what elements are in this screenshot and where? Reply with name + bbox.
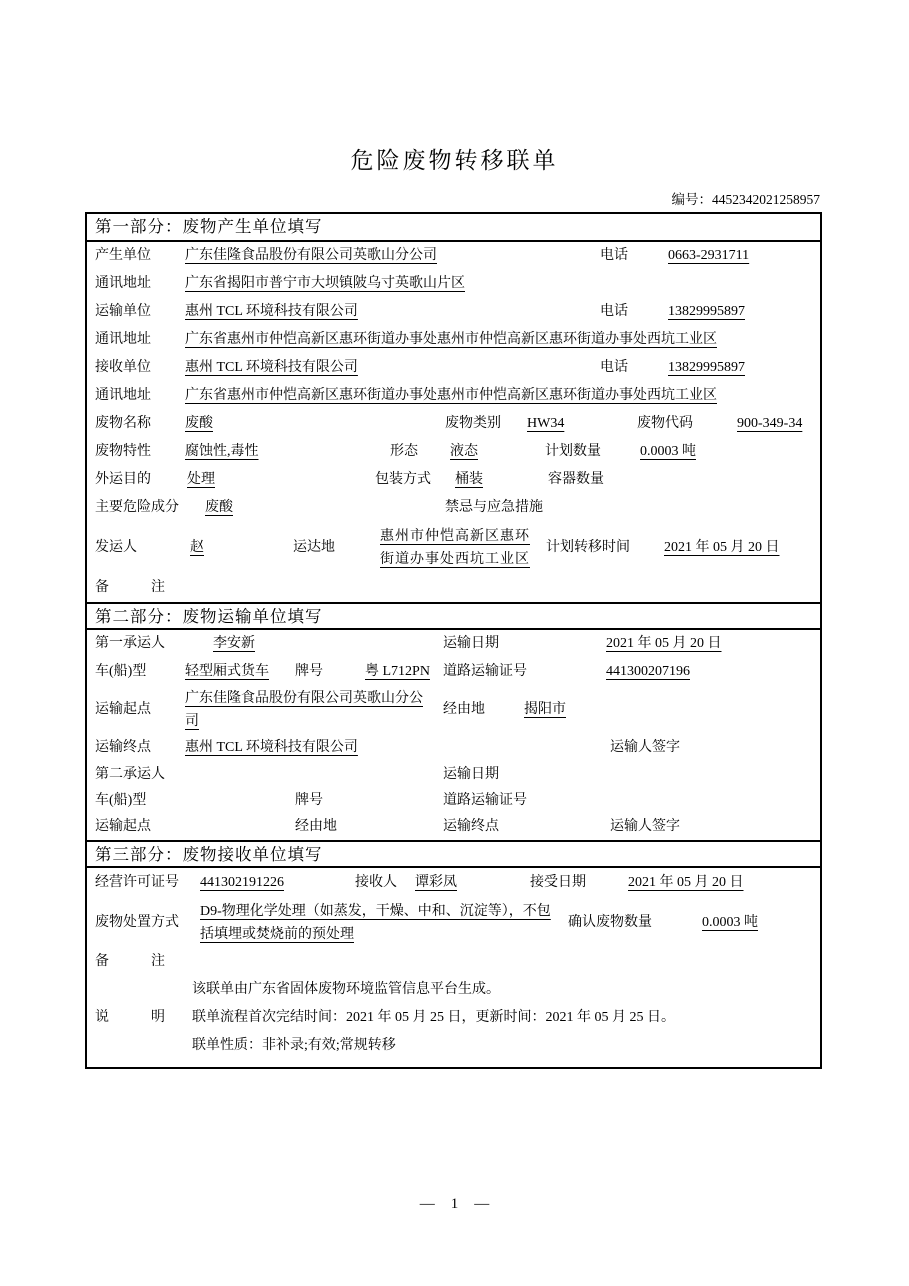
row-hazard (87, 494, 820, 522)
license-value: 441302191226 (200, 875, 284, 890)
via-label: 经由地 (443, 702, 485, 717)
address-label: 通讯地址 (95, 388, 151, 403)
producer-phone-value: 0663-2931711 (668, 248, 750, 263)
s3-remark-label: 备 注 (95, 954, 165, 969)
row-origin1 (87, 686, 820, 734)
row-shipper (87, 522, 820, 574)
carrier2-label: 第二承运人 (95, 767, 165, 782)
packaging-label: 包装方式 (375, 472, 431, 487)
shipper-label: 发运人 (95, 540, 137, 555)
carrier1-label: 第一承运人 (95, 636, 165, 651)
permit-label: 道路运输证号 (443, 793, 527, 808)
receiver-address-value: 广东省惠州市仲恺高新区惠环街道办事处惠州市仲恺高新区惠环街道办事处西坑工业区 (185, 388, 717, 403)
waste-code-label: 废物代码 (637, 416, 693, 431)
hazard-value: 废酸 (205, 500, 233, 515)
row-producer-address (87, 270, 820, 298)
waste-category-label: 废物类别 (445, 416, 501, 431)
producer-label: 产生单位 (95, 248, 151, 263)
row-carrier1 (87, 630, 820, 658)
transporter-phone-value: 13829995897 (668, 304, 745, 319)
row-waste-property (87, 438, 820, 466)
emergency-label: 禁忌与应急措施 (445, 500, 543, 515)
producer-address-value: 广东省揭阳市普宁市大坝镇陂乌寸英歌山片区 (185, 276, 465, 291)
dest-value: 惠州市仲恺高新区惠环街道办事处西坑工业区 (380, 529, 530, 567)
waste-category-value: HW34 (527, 416, 565, 431)
planned-qty-value: 0.0003 吨 (640, 444, 696, 459)
row-transporter (87, 298, 820, 326)
producer-value: 广东佳隆食品股份有限公司英歌山分公司 (185, 248, 437, 263)
note-line-2: 联单流程首次完结时间：2021 年 05 月 25 日，更新时间：2021 年 05 月 25 日。 (192, 1010, 675, 1025)
end-value: 惠州 TCL 环境科技有限公司 (185, 740, 358, 755)
confirm-qty-label: 确认废物数量 (568, 915, 652, 930)
page-footer (0, 1196, 909, 1213)
note-label: 说 明 (95, 1010, 165, 1025)
waste-property-value: 腐蚀性,毒性 (185, 444, 259, 459)
transporter-value: 惠州 TCL 环境科技有限公司 (185, 304, 358, 319)
disposal-value: D9-物理化学处理（如蒸发，干燥、中和、沉淀等），不包括填埋或焚烧前的预处理 (200, 904, 551, 942)
note-lines (192, 976, 675, 1060)
row-vehicle1 (87, 658, 820, 686)
vehicle-value: 轻型厢式货车 (185, 664, 269, 679)
transporter-label: 运输单位 (95, 304, 151, 319)
transfer-time-label: 计划转移时间 (546, 540, 630, 555)
manifest-table (85, 212, 822, 1069)
carrier1-value: 李安新 (213, 636, 255, 651)
confirm-qty-value: 0.0003 吨 (702, 915, 758, 930)
accept-date-label: 接受日期 (530, 875, 586, 890)
row-receiver-address (87, 382, 820, 410)
transport-date-label: 运输日期 (443, 767, 499, 782)
origin-label: 运输起点 (95, 702, 151, 717)
purpose-value: 处理 (187, 472, 215, 487)
vehicle-label: 车(船)型 (95, 793, 147, 808)
waste-property-label: 废物特性 (95, 444, 151, 459)
receiver-person-value: 谭彩凤 (415, 875, 457, 890)
section3-header: 第三部分：废物接收单位填写 (87, 840, 820, 868)
row-waste-name (87, 410, 820, 438)
form-value: 液态 (450, 444, 478, 459)
shipper-value: 赵 (190, 540, 204, 555)
row-vehicle2 (87, 788, 820, 814)
via-value: 揭阳市 (524, 702, 566, 717)
license-label: 经营许可证号 (95, 875, 179, 890)
transport-date-value: 2021 年 05 月 20 日 (606, 636, 722, 651)
disposal-label: 废物处置方式 (95, 915, 179, 930)
row-receiver (87, 354, 820, 382)
sign-label: 运输人签字 (610, 819, 680, 834)
address-label: 通讯地址 (95, 332, 151, 347)
plate-label: 牌号 (295, 664, 323, 679)
waste-code-value: 900-349-34 (737, 416, 803, 431)
plate-value: 粤 L712PN (365, 664, 430, 679)
serial-value: 4452342021258957 (712, 192, 820, 207)
section1-header: 第一部分：废物产生单位填写 (87, 214, 820, 242)
row-end1 (87, 734, 820, 762)
plate-label: 牌号 (295, 793, 323, 808)
via-label: 经由地 (295, 819, 337, 834)
hazard-label: 主要危险成分 (95, 500, 179, 515)
serial-number-line (85, 188, 820, 208)
row-s3-remark (87, 948, 820, 976)
vehicle-label: 车(船)型 (95, 664, 147, 679)
row-notes (87, 976, 820, 1067)
phone-label: 电话 (600, 360, 628, 375)
phone-label: 电话 (600, 304, 628, 319)
note-line-3: 联单性质：非补录;有效;常规转移 (192, 1038, 396, 1053)
transfer-time-value: 2021 年 05 月 20 日 (664, 540, 780, 555)
receiver-person-label: 接收人 (355, 875, 397, 890)
phone-label: 电话 (600, 248, 628, 263)
sign-label: 运输人签字 (610, 740, 680, 755)
packaging-value: 桶装 (455, 472, 483, 487)
row-carrier2 (87, 762, 820, 788)
waste-name-label: 废物名称 (95, 416, 151, 431)
receiver-label: 接收单位 (95, 360, 151, 375)
purpose-label: 外运目的 (95, 472, 151, 487)
container-qty-label: 容器数量 (548, 472, 604, 487)
end-label: 运输终点 (95, 740, 151, 755)
page-number: 1 (450, 1196, 459, 1212)
footer-dash-left: — (419, 1196, 435, 1212)
origin-value: 广东佳隆食品股份有限公司英歌山分公司 (185, 691, 423, 729)
receiver-phone-value: 13829995897 (668, 360, 745, 375)
end-label: 运输终点 (443, 819, 499, 834)
row-disposal (87, 898, 820, 948)
accept-date-value: 2021 年 05 月 20 日 (628, 875, 744, 890)
waste-name-value: 废酸 (185, 416, 213, 431)
permit-label: 道路运输证号 (443, 664, 527, 679)
transporter-address-value: 广东省惠州市仲恺高新区惠环街道办事处惠州市仲恺高新区惠环街道办事处西坑工业区 (185, 332, 717, 347)
row-s1-remark (87, 574, 820, 602)
row-purpose (87, 466, 820, 494)
form-label: 形态 (390, 444, 418, 459)
planned-qty-label: 计划数量 (545, 444, 601, 459)
row-producer (87, 242, 820, 270)
permit-value: 441300207196 (606, 664, 690, 679)
s1-remark-label: 备 注 (95, 580, 165, 595)
row-origin2 (87, 814, 820, 840)
footer-dash-right: — (474, 1196, 490, 1212)
serial-label: 编号： (671, 192, 712, 207)
note-line-1: 该联单由广东省固体废物环境监管信息平台生成。 (192, 982, 500, 997)
dest-label: 运达地 (293, 540, 335, 555)
section2-header: 第二部分：废物运输单位填写 (87, 602, 820, 630)
origin-label: 运输起点 (95, 819, 151, 834)
address-label: 通讯地址 (95, 276, 151, 291)
receiver-value: 惠州 TCL 环境科技有限公司 (185, 360, 358, 375)
transport-date-label: 运输日期 (443, 636, 499, 651)
row-transporter-address (87, 326, 820, 354)
row-license (87, 868, 820, 898)
document-title: 危险废物转移联单 (350, 148, 559, 173)
